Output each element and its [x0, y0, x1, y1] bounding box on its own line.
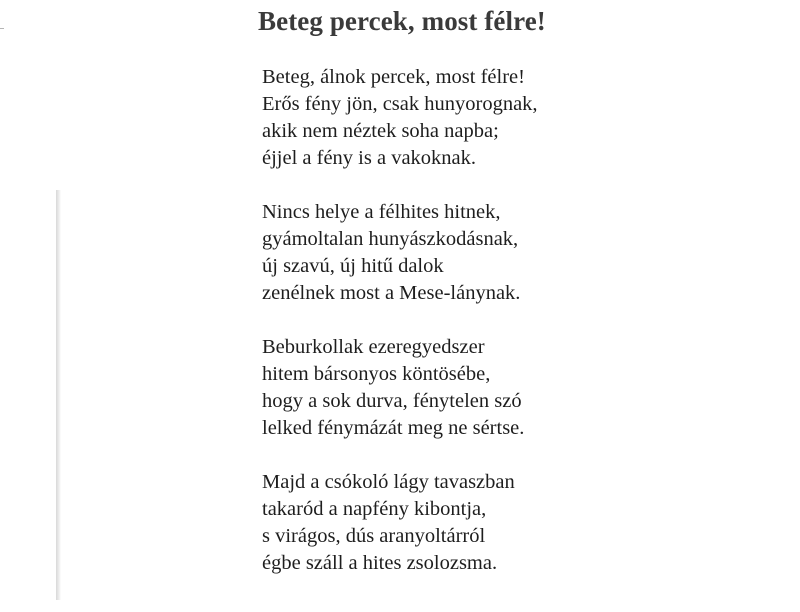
page-gutter-shadow — [56, 190, 61, 600]
scan-edge-mark — [0, 28, 4, 29]
poem-line: gyámoltalan hunyászkodásnak, — [262, 228, 519, 250]
poem-line: lelked fénymázát meg ne sértse. — [262, 417, 525, 439]
stanza-4 — [262, 469, 702, 577]
stanza-2 — [262, 199, 702, 307]
poem-title: Beteg percek, most félre! — [258, 6, 546, 36]
poem-line: hitem bársonyos köntösébe, — [262, 363, 491, 385]
poem-line: új szavú, új hitű dalok — [262, 255, 444, 277]
poem-line: akik nem néztek soha napba; — [262, 120, 499, 142]
poem-line: éjjel a fény is a vakoknak. — [262, 147, 477, 169]
poem-line: hogy a sok durva, fénytelen szó — [262, 390, 522, 412]
poem-line: Majd a csókoló lágy tavaszban — [262, 471, 515, 493]
poem-line: Beteg, álnok percek, most félre! — [262, 66, 525, 88]
poem-line: Nincs helye a félhites hitnek, — [262, 201, 501, 223]
poem-line: takaród a napfény kibontja, — [262, 498, 487, 520]
poem-line: Beburkollak ezeregyedszer — [262, 336, 485, 358]
poem-body — [262, 64, 702, 577]
poem-line: Erős fény jön, csak hunyorognak, — [262, 93, 538, 115]
stanza-1 — [262, 64, 702, 172]
poem-line: zenélnek most a Mese-lánynak. — [262, 282, 521, 304]
stanza-3 — [262, 334, 702, 442]
poem-line: s virágos, dús aranyoltárról — [262, 525, 486, 547]
poem-line: égbe száll a hites zsolozsma. — [262, 552, 498, 574]
